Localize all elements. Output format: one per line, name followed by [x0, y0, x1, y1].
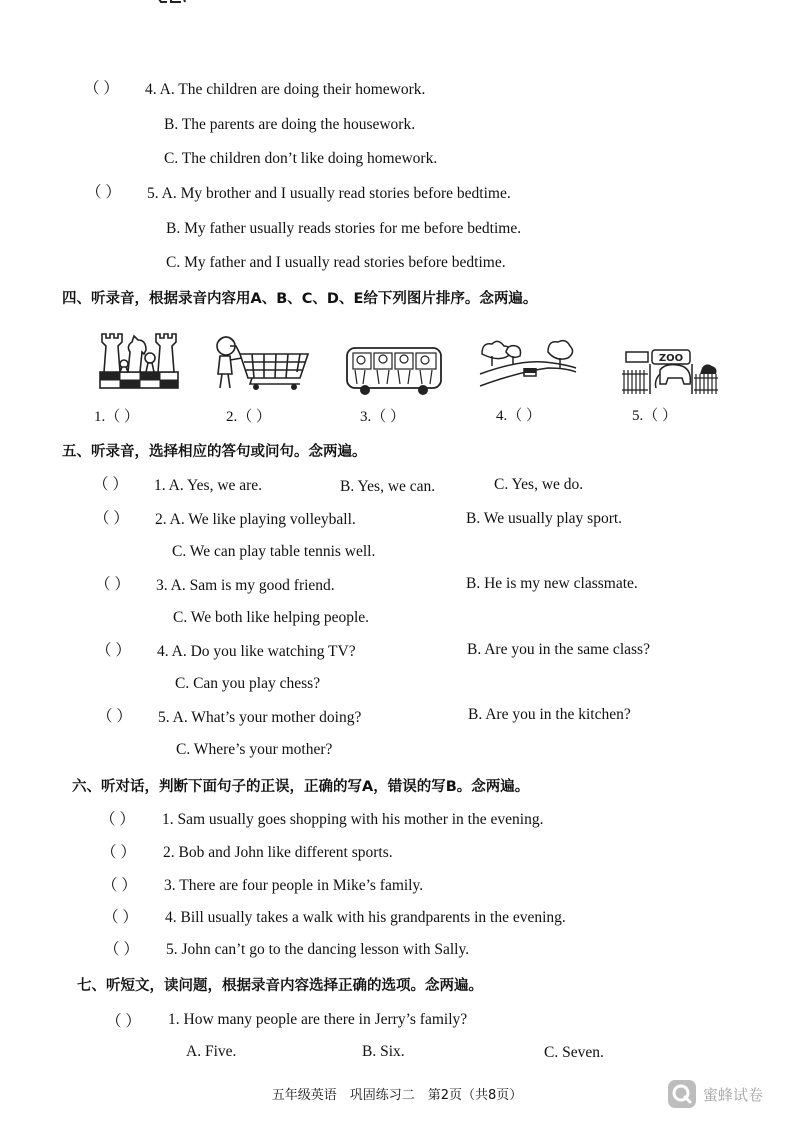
- answer-blank[interactable]: （ ）: [101, 844, 136, 861]
- chess-pieces-picture: [96, 328, 182, 392]
- cropped-text-fragment: [155, 0, 187, 4]
- statement-text: 5. John can’t go to the dancing lesson with Sally.: [166, 941, 470, 958]
- question-option-c: C. Where’s your mother?: [176, 741, 333, 758]
- picture-1-answer[interactable]: 1.（ ）: [94, 409, 140, 425]
- question-option-a: 2. A. We like playing volleyball.: [155, 511, 356, 528]
- question-option-b: B. Are you in the kitchen?: [468, 706, 631, 723]
- question-option-a: 4. A. Do you like watching TV?: [157, 643, 356, 660]
- answer-blank[interactable]: （ ）: [86, 184, 121, 201]
- section-6-title: 六、听对话，判断下面句子的正误，正确的写A，错误的写B。念两遍。: [72, 779, 530, 795]
- answer-blank[interactable]: （ ）: [106, 1013, 141, 1030]
- answer-blank[interactable]: （ ）: [100, 811, 135, 828]
- question-option-c: C. We can play table tennis well.: [172, 543, 376, 560]
- question-text: 1. How many people are there in Jerry’s family?: [168, 1011, 468, 1028]
- question-option-a: 1. A. Yes, we are.: [154, 477, 263, 494]
- picture-3-answer[interactable]: 3.（ ）: [360, 409, 406, 425]
- answer-blank[interactable]: （ ）: [104, 941, 139, 958]
- question-option-a: 5. A. What’s your mother doing?: [158, 709, 362, 726]
- question-option-b: B. Yes, we can.: [340, 478, 436, 495]
- shopping-cart-picture: [212, 332, 318, 392]
- answer-blank[interactable]: （ ）: [84, 80, 119, 97]
- question-option-a: A. Five.: [186, 1043, 237, 1060]
- question-option-c: C. My father and I usually read stories before bedtime.: [166, 254, 506, 271]
- question-option-c: C. We both like helping people.: [173, 609, 370, 626]
- watermark-text: 蜜蜂试卷: [703, 1085, 764, 1104]
- answer-blank[interactable]: （ ）: [103, 909, 138, 926]
- question-option-a: 5. A. My brother and I usually read stories before bedtime.: [147, 185, 511, 202]
- bus-picture: [345, 346, 443, 396]
- statement-text: 4. Bill usually takes a walk with his grandparents in the evening.: [165, 909, 566, 926]
- park-picture: [478, 338, 578, 396]
- question-option-b: B. The parents are doing the housework.: [164, 116, 416, 133]
- zoo-gate-picture: [620, 340, 720, 398]
- watermark: [667, 1079, 763, 1109]
- question-option-b: B. Six.: [362, 1043, 405, 1060]
- picture-2-answer[interactable]: 2.（ ）: [226, 409, 272, 425]
- question-option-c: C. The children don’t like doing homework.: [164, 150, 438, 167]
- question-option-b: B. My father usually reads stories for me before bedtime.: [166, 220, 522, 237]
- section-7-title: 七、听短文，读问题，根据录音内容选择正确的选项。念两遍。: [77, 978, 483, 994]
- question-option-b: B. He is my new classmate.: [466, 575, 638, 592]
- question-option-c: C. Seven.: [544, 1044, 604, 1061]
- answer-blank[interactable]: （ ）: [96, 642, 131, 659]
- statement-text: 1. Sam usually goes shopping with his mother in the evening.: [162, 811, 544, 828]
- picture-5-answer[interactable]: 5.（ ）: [632, 408, 678, 424]
- answer-blank[interactable]: （ ）: [94, 510, 129, 527]
- question-option-c: C. Can you play chess?: [175, 675, 321, 692]
- question-option-a: 3. A. Sam is my good friend.: [156, 577, 335, 594]
- question-option-a: 4. A. The children are doing their homework.: [145, 81, 426, 98]
- statement-text: 2. Bob and John like different sports.: [163, 844, 393, 861]
- page-footer: 五年级英语 巩固练习二 第2页（共8页）: [271, 1088, 523, 1103]
- answer-blank[interactable]: （ ）: [102, 877, 137, 894]
- statement-text: 3. There are four people in Mike’s family.: [164, 877, 424, 894]
- section-5-title: 五、听录音，选择相应的答句或问句。念两遍。: [62, 444, 367, 460]
- answer-blank[interactable]: （ ）: [97, 708, 132, 725]
- section-4-title: 四、听录音，根据录音内容用A、B、C、D、E给下列图片排序。念两遍。: [62, 291, 538, 307]
- question-option-b: B. Are you in the same class?: [467, 641, 650, 658]
- question-option-c: C. Yes, we do.: [494, 476, 584, 493]
- answer-blank[interactable]: （ ）: [93, 476, 128, 493]
- answer-blank[interactable]: （ ）: [95, 576, 130, 593]
- bee-logo-icon: [667, 1079, 697, 1109]
- picture-4-answer[interactable]: 4.（ ）: [496, 408, 542, 424]
- question-option-b: B. We usually play sport.: [466, 510, 623, 527]
- zoo-sign-text: ZOO: [658, 353, 684, 364]
